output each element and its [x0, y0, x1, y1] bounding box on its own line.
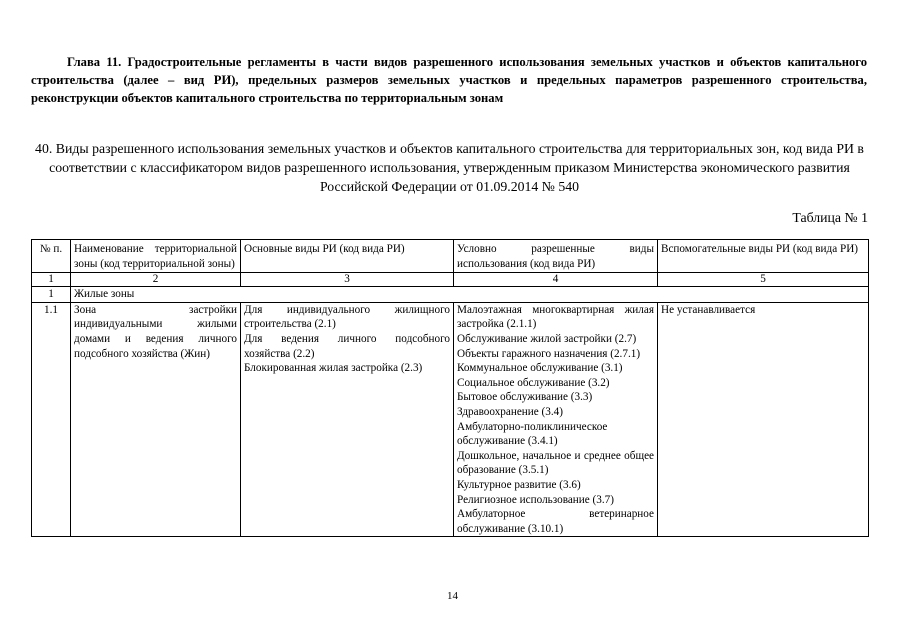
- column-number: 3: [241, 273, 454, 287]
- main-types-cell: [241, 302, 454, 537]
- conditional-type-item: Бытовое обслуживание (3.3): [457, 391, 593, 404]
- header-zone: Наименование территориальной зоны (код территориальной зоны): [71, 240, 241, 273]
- conditional-type-item: Малоэтажная многоквартирная жилая застройка (2.1.1): [457, 303, 654, 331]
- regulations-table: [31, 239, 869, 537]
- column-number: 2: [71, 273, 241, 287]
- column-number: 1: [32, 273, 71, 287]
- header-auxiliary-types: Вспомогательные виды РИ (код вида РИ): [658, 240, 869, 273]
- conditional-type-item: Амбулаторно-поликлиническое обслуживание (3.4.1): [457, 420, 608, 448]
- section-row: [32, 287, 869, 303]
- conditional-type-item: Коммунальное обслуживание (3.1): [457, 362, 623, 375]
- table-header-row: [32, 240, 869, 273]
- header-main-types: Основные виды РИ (код вида РИ): [241, 240, 454, 273]
- conditional-type-item: Объекты гаражного назначения (2.7.1): [457, 347, 641, 360]
- row-num: 1.1: [32, 302, 71, 537]
- column-number: 5: [658, 273, 869, 287]
- header-conditional-types: Условно разрешенные виды использования (код вида РИ): [454, 240, 658, 273]
- conditional-type-item: Дошкольное, начальное и среднее общее образование (3.5.1): [457, 449, 654, 477]
- main-type-item: Для ведения личного подсобного хозяйства (2.2): [244, 332, 450, 360]
- conditional-type-item: Здравоохранение (3.4): [457, 405, 563, 418]
- conditional-type-item: Религиозное использование (3.7): [457, 493, 614, 506]
- main-type-item: Для индивидуального жилищного строительства (2.1): [244, 303, 450, 331]
- chapter-heading: Глава 11. Градостроительные регламенты в части видов разрешенного использования земельных участков и объектов капитального строительства (далее – вид РИ), предельных размеров земельных участков и предельных параметров разрешенного строительства, реконструкции объектов капитального строительства по территориальным зонам: [31, 55, 867, 105]
- section-subheading: 40. Виды разрешенного использования земельных участков и объектов капитального строительства для территориальных зон, код вида РИ в соответствии с классификатором видов разрешенного использования, утвержденным приказом Министерства экономического развития Российской Федерации от 01.09.2014 № 540: [35, 141, 864, 194]
- table-caption: Таблица № 1: [792, 210, 868, 225]
- page-number: 14: [447, 590, 458, 602]
- section-num: 1: [32, 287, 71, 303]
- section-title: Жилые зоны: [71, 287, 869, 303]
- conditional-type-item: Амбулаторное ветеринарное обслуживание (3.10.1): [457, 508, 654, 535]
- conditional-type-item: Культурное развитие (3.6): [457, 478, 581, 491]
- column-number: 4: [454, 273, 658, 287]
- conditional-type-item: Обслуживание жилой застройки (2.7): [457, 332, 637, 345]
- conditional-types-cell: [454, 302, 658, 537]
- conditional-type-item: Социальное обслуживание (3.2): [457, 376, 610, 389]
- zone-name: Зона застройки индивидуальными жилыми домами и ведения личного подсобного хозяйства (Жин): [71, 302, 241, 537]
- column-number-row: [32, 273, 869, 287]
- header-num: № п.: [32, 240, 71, 273]
- auxiliary-types-cell: Не устанавливается: [658, 302, 869, 537]
- main-type-item: Блокированная жилая застройка (2.3): [244, 362, 423, 375]
- table-row: [32, 302, 869, 537]
